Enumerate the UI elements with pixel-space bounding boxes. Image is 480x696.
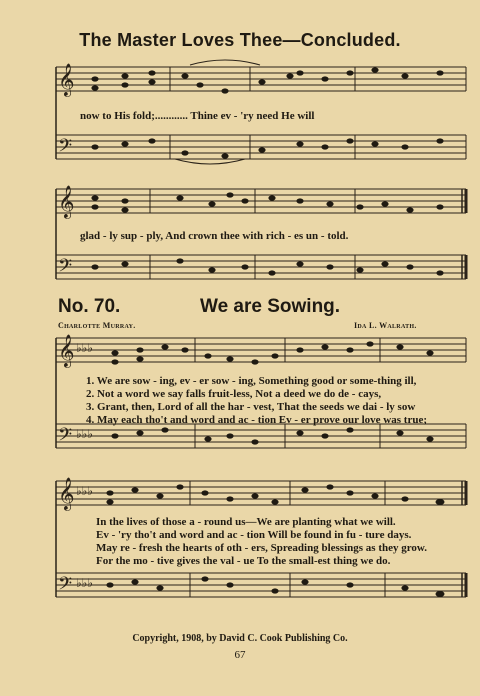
svg-text:𝄢: 𝄢 [58, 425, 73, 450]
lyricist-credit: Charlotte Murray. [58, 321, 136, 330]
svg-text:♭♭♭: ♭♭♭ [76, 484, 93, 498]
verse-line-2: 2. Not a word we say falls fruit-less, Not a deed we do de - cays, [86, 388, 382, 400]
svg-text:𝄞: 𝄞 [58, 185, 75, 218]
svg-text:𝄞: 𝄞 [58, 334, 75, 367]
hymn-number: No. 70. [58, 296, 121, 317]
verse-line-3: 3. Grant, then, Lord of all the har - vest, That the seeds we dai - ly sow [86, 401, 416, 413]
hymn-title: We are Sowing. [200, 296, 341, 317]
svg-text:♭♭♭: ♭♭♭ [76, 341, 93, 355]
lyric-line: glad - ly sup - ply, And crown thee with rich - es un - told. [80, 230, 349, 242]
svg-text:♭♭♭: ♭♭♭ [76, 427, 93, 441]
composer-credit: Ida L. Walrath. [354, 321, 417, 330]
verse-line-7: May re - fresh the hearts of oth - ers, Spreading blessings as they grow. [96, 542, 428, 554]
svg-text:♭♭♭: ♭♭♭ [76, 576, 93, 590]
svg-text:𝄢: 𝄢 [58, 256, 73, 281]
svg-text:𝄞: 𝄞 [58, 477, 75, 510]
page-number: 67 [234, 649, 246, 661]
verse-line-6: Ev - 'ry tho't and word and ac - tion Will be found in fu - ture days. [96, 529, 412, 541]
svg-text:𝄞: 𝄞 [58, 63, 75, 96]
svg-text:𝄢: 𝄢 [58, 136, 73, 161]
verse-line-5: In the lives of those a - round us—We are planting what we will. [96, 516, 396, 528]
verse-line-8: For the mo - tive gives the val - ue To the small-est thing we do. [96, 555, 391, 567]
page-title: The Master Loves Thee—Concluded. [79, 30, 401, 50]
copyright-notice: Copyright, 1908, by David C. Cook Publishing Co. [132, 633, 348, 644]
svg-text:𝄢: 𝄢 [58, 574, 73, 599]
verse-line-4: 4. May each tho't and word and ac - tion Ev - er prove our love was true; [86, 414, 427, 426]
verse-line-1: 1. We are sow - ing, ev - er sow - ing, Something good or some-thing ill, [86, 375, 417, 387]
lyric-line: now to His fold;............ Thine ev - 'ry need He will [80, 110, 315, 122]
